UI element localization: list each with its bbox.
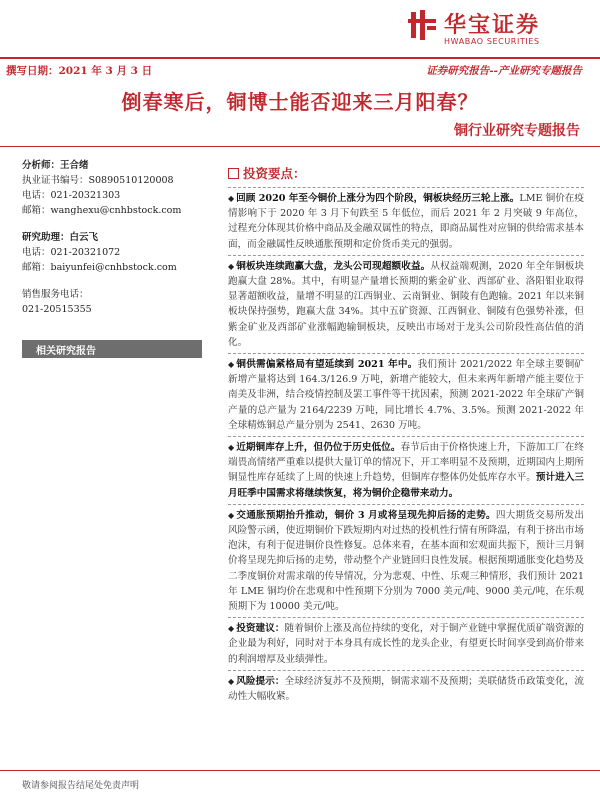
disclaimer-note: 敬请参阅报告结尾处免责声明 — [22, 781, 140, 791]
assistant-name: 研究助理：白云飞 — [22, 232, 99, 243]
divider — [228, 670, 584, 671]
investment-points — [228, 164, 584, 704]
point-investment-advice: ◆ 投资建议：随着铜价上涨及高位持续的变化，对于铜产业链中掌握优质矿端资源的企业最为利好，同时对于本身具有成长性的龙头企业，有望更长时间享受到高价带来的利润增厚及业绩弹性。 — [228, 621, 584, 667]
huabao-logo-icon — [408, 10, 436, 40]
certificate-number: 执业证书编号：S0890510120008 — [22, 175, 174, 186]
divider — [228, 187, 584, 188]
logo-english-name: HWABAO SECURITIES — [444, 37, 540, 46]
report-date: 撰写日期：2021 年 3 月 3 日 — [6, 65, 153, 77]
company-logo — [408, 8, 578, 52]
point-price-outlook: ◆ 交通胀预期抬升推动，铜价 3 月或将呈现先抑后扬的走势。四大期货交易所发出风险警示函，使近期铜价下跌短期内对过热的投机性行情有所降温，有利于挤出市场泡沫，有利于促进铜价良性修复。总体来看，在基本面和宏观面共振下，预计三月铜价将呈现先抑后扬的走势，带动整个产业链回归良性发展。根据预期通胀变化趋势及二季度铜价对需求端的传导情况，分为悲观、中性、乐观三种情形，我们预计 2021 年 LME 铜均价在悲观和中性预期下分别为 7000 美元/吨、9000 美元/吨，在乐观预期下为 10000 美元/吨。 — [228, 508, 584, 614]
point-inventory: ◆ 近期铜库存上升，但仍位于历史低位。春节后由于价格快速上升，下游加工厂在终端畏高情绪严重难以提供大量订单的情况下，开工率明显不及预期，近期国内上期所铜显性库存延续了上周的快速上升趋势，但铜库存整体仍处低库存水平。预计进入三月旺季中国需求将继续恢复，将为铜价企稳带来动力。 — [228, 440, 584, 501]
analyst-email[interactable]: 邮箱：wanghexu@cnhbstock.com — [22, 205, 182, 216]
related-reports-bar — [22, 340, 202, 358]
title-divider — [0, 146, 600, 147]
divider — [228, 504, 584, 505]
report-subtitle: 铜行业研究专题报告 — [454, 123, 580, 139]
investment-points-heading: 投资要点： — [228, 164, 584, 182]
analyst-info — [22, 158, 197, 317]
sales-phone: 021-20515355 — [22, 304, 92, 315]
assistant-phone: 电话：021-20321072 — [22, 247, 121, 258]
divider — [228, 617, 584, 618]
header-divider — [0, 57, 600, 59]
report-title: 倒春寒后，铜博士能否迎来三月阳春？ — [121, 90, 479, 114]
point-supply-demand: ◆ 铜供需偏紧格局有望延续到 2021 年中。我们预计 2021/2022 年全球主要铜矿新增产量将达到 164.3/126.9 万吨，新增产能较大，但未来两年新增产能主要位于南美及非洲，结合疫情控制及罢工事件等干扰因素，预测 2021-2022 年全球矿产铜产量的总产量为 2164/2239 万吨，同比增长 4.7%、3.5%。预测 2021-2022 年全球精炼铜总产量分别为 2541、2630 万吨。 — [228, 357, 584, 433]
divider — [228, 353, 584, 354]
assistant-email[interactable]: 邮箱：baiyunfei@cnhbstock.com — [22, 262, 177, 273]
checkbox-icon — [228, 168, 239, 179]
point-sector-outperform: ◆ 铜板块连续跑赢大盘，龙头公司现超额收益。从权益端观测，2020 年全年铜板块跑赢大盘 28%。其中，有明显产量增长预期的紫金矿业、西部矿业、洛阳钼业取得显著超额收益，量增不明显的江西铜业、云南铜业、铜陵有色跑输。2021 年以来铜板块保持强势，跑赢大盘 34%。其中五矿资源、江西铜业、铜陵有色强势补涨，但紫金矿业及西部矿业涨幅跑输铜板块，反映出市场对于龙头公司阶段性高估值的消化。 — [228, 259, 584, 350]
logo-chinese-name: 华宝证券 — [444, 13, 541, 38]
footer-divider — [0, 770, 600, 771]
divider — [228, 255, 584, 256]
report-series: 证券研究报告--产业研究专题报告 — [426, 65, 582, 77]
related-reports-label: 相关研究报告 — [36, 346, 96, 357]
point-review: ◆ 回顾 2020 年至今铜价上涨分为四个阶段，铜板块经历三轮上涨。LME 铜价在疫情影响下于 2020 年 3 月下旬跌至 5 年低位，而后 2021 年 2 月突破 9 年高位，过程充分体现其价格中商品及金融双属性的特点，即商品属性对应铜的供给需求基本面，而金融属性反映通胀预期和定价货币美元的强弱。 — [228, 191, 584, 252]
point-risk-warning: ◆ 风险提示：全球经济复苏不及预期，铜需求端不及预期；美联储货币政策变化，流动性大幅收紧。 — [228, 674, 584, 704]
sales-label: 销售服务电话： — [22, 289, 89, 300]
divider — [228, 436, 584, 437]
analyst-phone: 电话：021-20321303 — [22, 190, 121, 201]
analyst-name: 分析师：王合绪 — [22, 160, 89, 171]
